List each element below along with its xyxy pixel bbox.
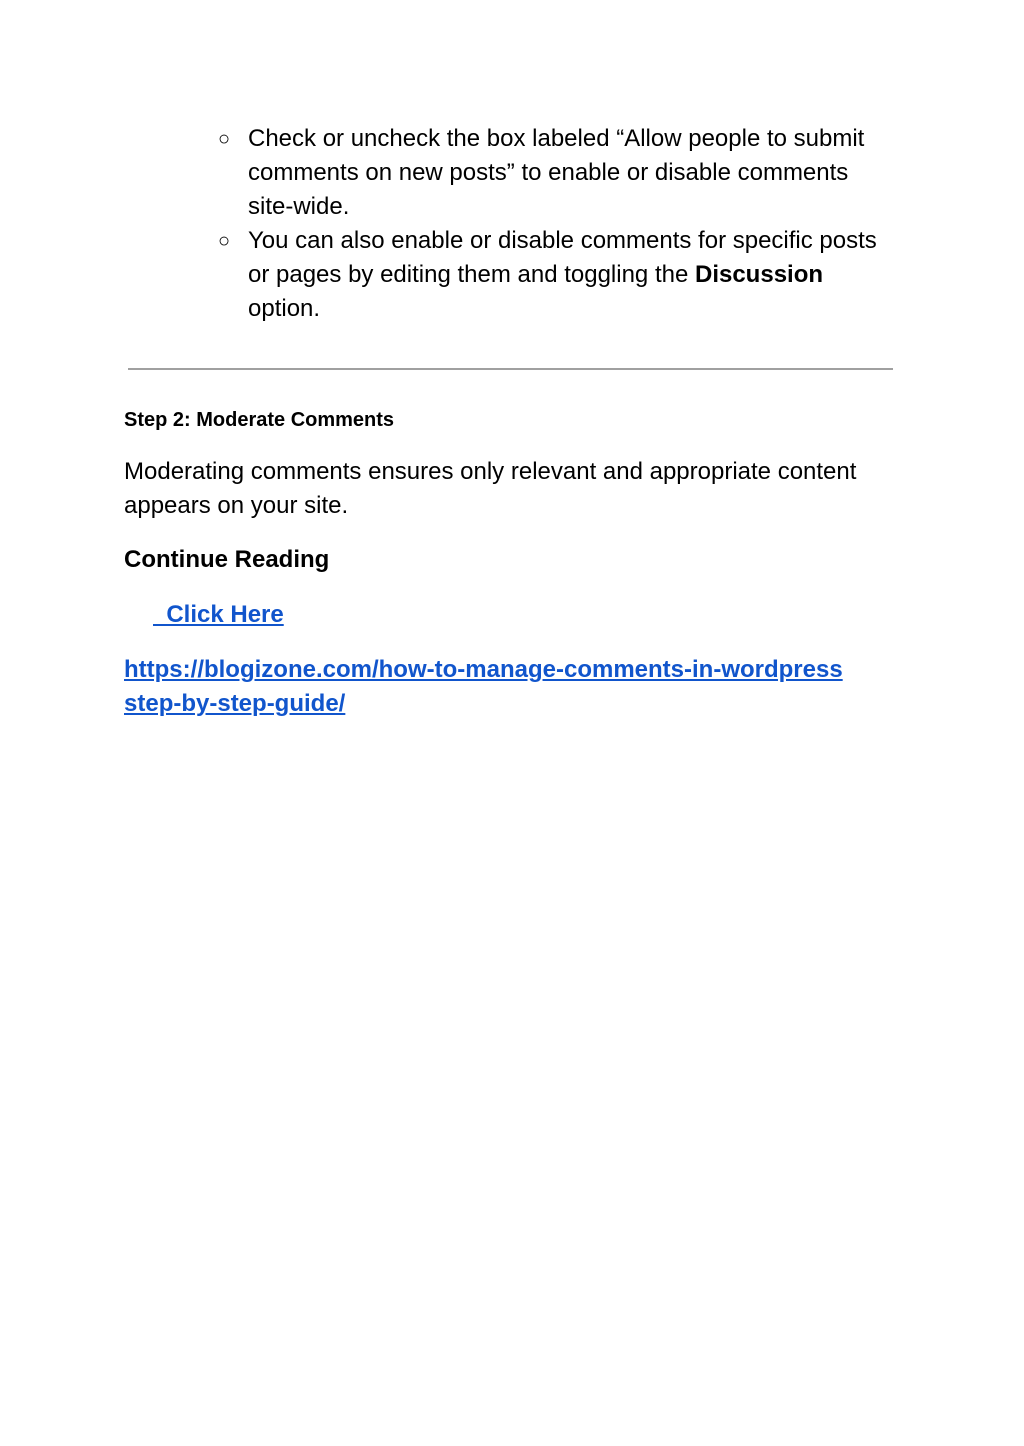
click-here-link[interactable]: Click Here xyxy=(153,601,284,628)
sub-bullet-list xyxy=(218,122,878,326)
url-line-2: step-by-step-guide/ xyxy=(124,690,346,717)
hollow-circle-bullet-icon: ○ xyxy=(218,128,231,150)
step-heading: Step 2: Moderate Comments xyxy=(124,409,395,431)
list-item-text-start: You can also enable or disable comments for specific posts or pages by editing them and toggling the xyxy=(248,227,877,288)
horizontal-divider xyxy=(128,368,893,370)
continue-reading-heading: Continue Reading xyxy=(124,546,330,573)
list-item xyxy=(218,224,878,326)
list-item-text-end: option. xyxy=(248,295,321,322)
discussion-bold-text: Discussion xyxy=(694,261,824,288)
article-url-link[interactable] xyxy=(124,653,904,721)
step-paragraph: Moderating comments ensures only relevant and appropriate content appears on your site. xyxy=(124,458,857,519)
list-item-text: Check or uncheck the box labeled “Allow people to submit comments on new posts” to enable or disable comments site-wide. xyxy=(248,125,865,220)
url-line-1: https://blogizone.com/how-to-manage-comments-in-wordpress xyxy=(124,656,843,683)
list-item xyxy=(218,122,878,224)
list-item-text xyxy=(248,224,878,326)
hollow-circle-bullet-icon: ○ xyxy=(218,230,231,252)
